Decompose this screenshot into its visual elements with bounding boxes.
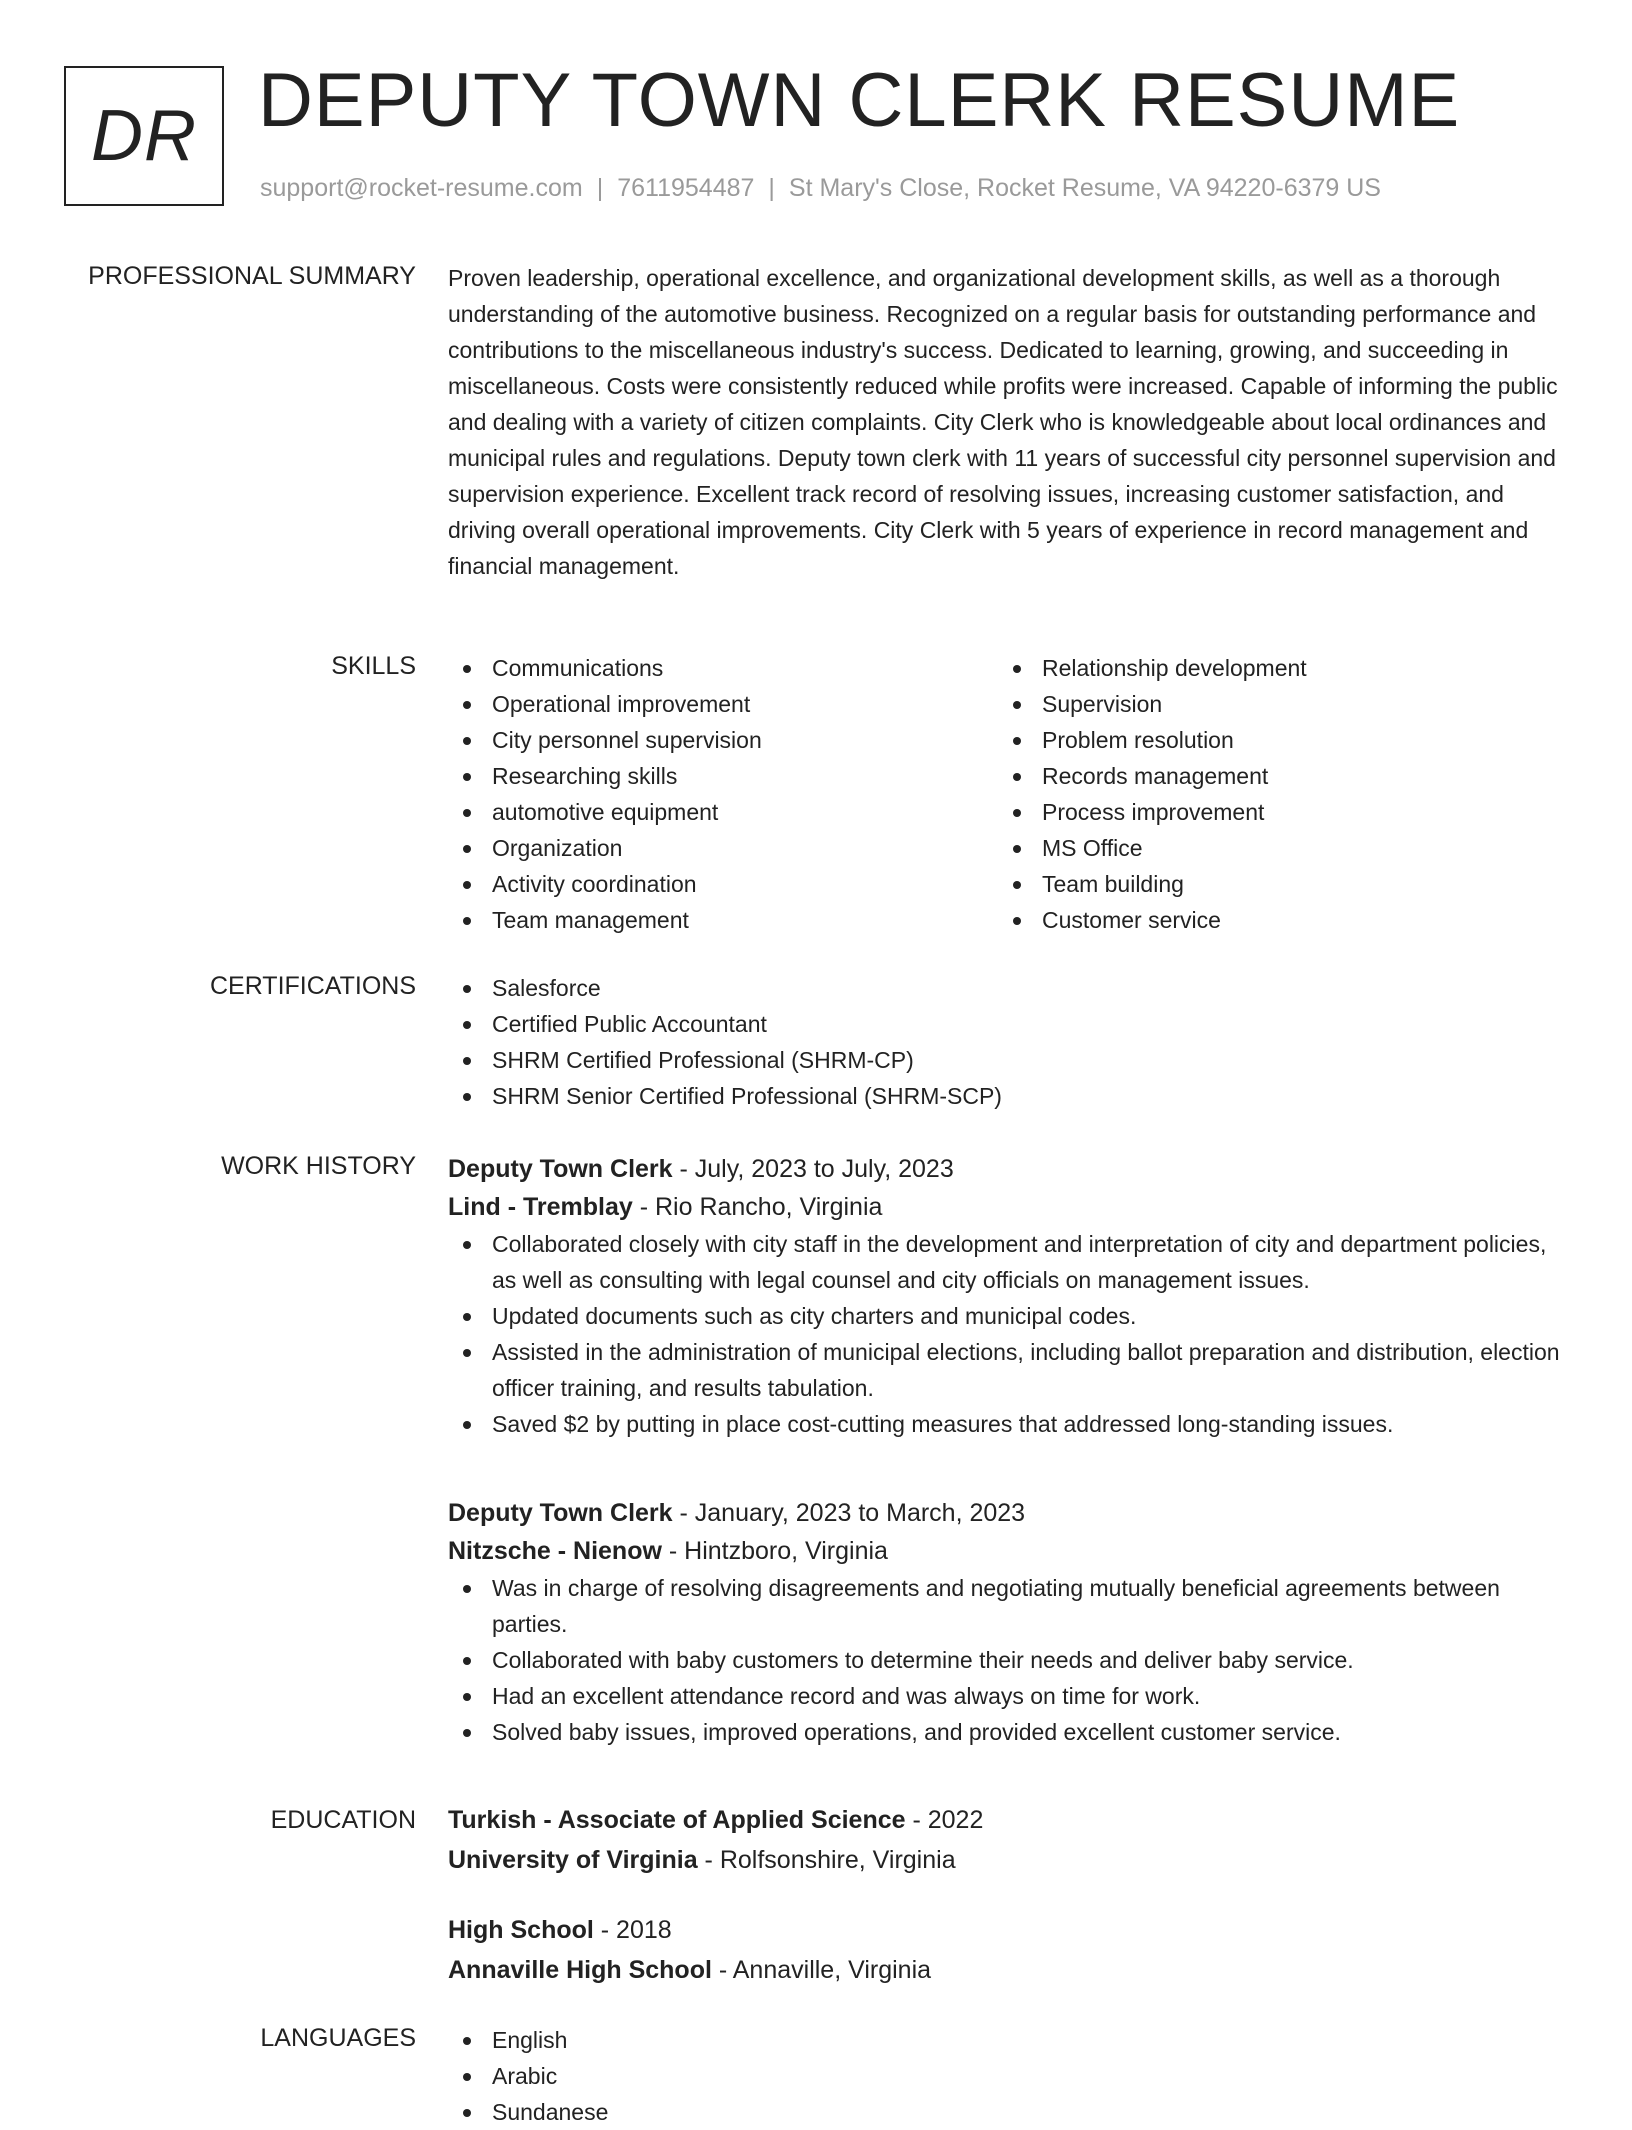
skill-item: Researching skills <box>448 758 998 794</box>
skill-item: Problem resolution <box>998 722 1548 758</box>
job-bullet: Collaborated with baby customers to determine their needs and deliver baby service. <box>448 1642 1568 1678</box>
job-bullets <box>448 1226 1568 1442</box>
skill-item: Supervision <box>998 686 1548 722</box>
employer-line <box>448 1532 1568 1570</box>
employer-location: - Hintzboro, Virginia <box>661 1537 888 1565</box>
skill-item: Activity coordination <box>448 866 998 902</box>
section-label-skills: SKILLS <box>331 652 416 680</box>
job-title-line <box>448 1494 1568 1532</box>
school-line <box>448 1840 1568 1880</box>
certification-item: Salesforce <box>448 970 1568 1006</box>
job-bullet: Was in charge of resolving disagreements and negotiating mutually beneficial agreements between parties. <box>448 1570 1568 1642</box>
monogram-text: DR <box>91 96 197 176</box>
school-name: Annaville High School <box>448 1956 712 1984</box>
skill-item: MS Office <box>998 830 1548 866</box>
skill-item: Records management <box>998 758 1548 794</box>
job-title-line <box>448 1150 1568 1188</box>
skill-item: Relationship development <box>998 650 1548 686</box>
school-location: - Annaville, Virginia <box>711 1956 932 1984</box>
education-entry <box>448 1910 1568 1990</box>
employer-line <box>448 1188 1568 1226</box>
skills-section <box>448 650 1568 938</box>
language-item: English <box>448 2022 1568 2058</box>
degree-name: High School <box>448 1916 594 1944</box>
job-bullet: Had an excellent attendance record and was always on time for work. <box>448 1678 1568 1714</box>
skill-item: Operational improvement <box>448 686 998 722</box>
contact-phone[interactable]: 7611954487 <box>617 174 755 202</box>
languages-list <box>448 2022 1568 2130</box>
contact-separator: | <box>768 174 775 202</box>
section-label-summary: PROFESSIONAL SUMMARY <box>88 262 416 290</box>
contact-address: St Mary's Close, Rocket Resume, VA 94220-6379 US <box>788 174 1381 202</box>
skill-item: Team building <box>998 866 1548 902</box>
language-item: Arabic <box>448 2058 1568 2094</box>
degree-name: Turkish - Associate of Applied Science <box>448 1806 906 1834</box>
school-name: University of Virginia <box>448 1846 698 1874</box>
degree-year: - 2018 <box>593 1916 672 1944</box>
skill-item: Communications <box>448 650 998 686</box>
skills-list-right <box>998 650 1548 938</box>
skills-list-left <box>448 650 998 938</box>
job-bullet: Saved $2 by putting in place cost-cutting measures that addressed long-standing issues. <box>448 1406 1568 1442</box>
certifications-list <box>448 970 1568 1114</box>
job-bullets <box>448 1570 1568 1750</box>
job-dates: - January, 2023 to March, 2023 <box>672 1499 1026 1527</box>
section-label-work-history: WORK HISTORY <box>221 1152 416 1180</box>
certification-item: SHRM Certified Professional (SHRM-CP) <box>448 1042 1568 1078</box>
monogram-box <box>64 66 224 206</box>
employer-location: - Rio Rancho, Virginia <box>632 1193 883 1221</box>
school-location: - Rolfsonshire, Virginia <box>697 1846 956 1874</box>
education-entry <box>448 1800 1568 1880</box>
degree-line <box>448 1800 1568 1840</box>
skill-item: Team management <box>448 902 998 938</box>
certification-item: Certified Public Accountant <box>448 1006 1568 1042</box>
school-line <box>448 1950 1568 1990</box>
employer-name: Nitzsche - Nienow <box>448 1537 662 1565</box>
contact-separator: | <box>596 174 604 202</box>
section-label-certifications: CERTIFICATIONS <box>209 972 416 1000</box>
job-bullet: Updated documents such as city charters and municipal codes. <box>448 1298 1568 1334</box>
resume-title: DEPUTY TOWN CLERK RESUME <box>258 58 1461 143</box>
degree-line <box>448 1910 1568 1950</box>
skill-item: City personnel supervision <box>448 722 998 758</box>
job-bullet: Assisted in the administration of municipal elections, including ballot preparation and distribution, election officer training, and results tabulation. <box>448 1334 1568 1406</box>
section-label-languages: LANGUAGES <box>260 2024 416 2052</box>
job-bullet: Collaborated closely with city staff in the development and interpretation of city and department policies, as well as consulting with legal counsel and city officials on management issues. <box>448 1226 1568 1298</box>
skill-item: Customer service <box>998 902 1548 938</box>
contact-line <box>260 174 1381 203</box>
skill-item: Organization <box>448 830 998 866</box>
contact-email[interactable]: support@rocket-resume.com <box>260 174 583 202</box>
certification-item: SHRM Senior Certified Professional (SHRM-SCP) <box>448 1078 1568 1114</box>
job-title: Deputy Town Clerk <box>448 1499 673 1527</box>
job-dates: - July, 2023 to July, 2023 <box>672 1155 954 1183</box>
work-entry <box>448 1150 1568 1442</box>
degree-year: - 2022 <box>905 1806 984 1834</box>
job-bullet: Solved baby issues, improved operations, and provided excellent customer service. <box>448 1714 1568 1750</box>
skill-item: automotive equipment <box>448 794 998 830</box>
certifications-section <box>448 970 1568 1114</box>
professional-summary-text: Proven leadership, operational excellence, and organizational development skills, as well as a thorough understanding of the automotive business. Recognized on a regular basis for outstanding performance and contributions to the miscellaneous industry's success. Dedicated to learning, growing, and succeeding in miscellaneous. Costs were consistently reduced while profits were increased. Capable of informing the public and dealing with a variety of citizen complaints. City Clerk who is knowledgeable about local ordinances and municipal rules and regulations. Deputy town clerk with 11 years of successful city personnel supervision and supervision experience. Excellent track record of resolving issues, increasing customer satisfaction, and driving overall operational improvements. City Clerk with 5 years of experience in record management and financial management. <box>448 265 1558 579</box>
language-item: Sundanese <box>448 2094 1568 2130</box>
languages-section <box>448 2022 1568 2130</box>
section-label-education: EDUCATION <box>270 1806 416 1834</box>
skill-item: Process improvement <box>998 794 1548 830</box>
employer-name: Lind - Tremblay <box>448 1193 633 1221</box>
job-title: Deputy Town Clerk <box>448 1155 673 1183</box>
work-entry <box>448 1494 1568 1750</box>
